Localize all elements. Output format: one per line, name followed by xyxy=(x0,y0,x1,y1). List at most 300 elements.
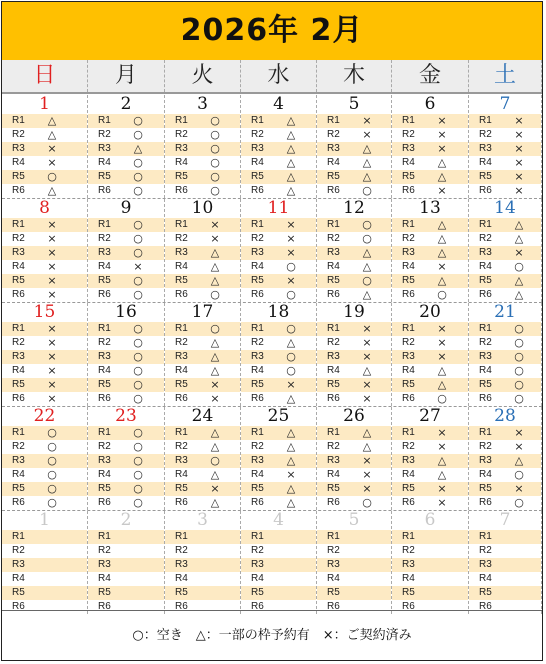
day-cell[interactable] xyxy=(88,511,165,614)
slot-status: △ xyxy=(437,218,447,231)
slot-row[interactable] xyxy=(392,128,468,142)
slot-row[interactable] xyxy=(317,288,391,302)
day-cell[interactable] xyxy=(241,95,317,198)
day-cell[interactable] xyxy=(241,407,317,510)
slot-status: ○ xyxy=(47,496,57,509)
slot-row[interactable] xyxy=(317,246,391,260)
slot-row[interactable] xyxy=(88,274,164,288)
slot-row[interactable] xyxy=(469,322,541,336)
slot-row[interactable] xyxy=(165,454,240,468)
slot-row[interactable] xyxy=(392,232,468,246)
slot-label: R3 xyxy=(12,351,25,362)
slot-row[interactable] xyxy=(2,288,87,302)
slot-row[interactable] xyxy=(165,246,240,260)
slot-row[interactable] xyxy=(241,232,316,246)
slot-row[interactable] xyxy=(2,170,87,184)
slot-row[interactable] xyxy=(88,142,164,156)
day-cell[interactable] xyxy=(2,511,88,614)
day-cell[interactable] xyxy=(2,303,88,406)
slot-label: R4 xyxy=(175,365,188,376)
slot-row[interactable] xyxy=(317,572,391,586)
calendar-title-bar xyxy=(2,2,542,61)
slot-row[interactable] xyxy=(392,482,468,496)
slot-row[interactable] xyxy=(241,572,316,586)
slot-label: R4 xyxy=(327,469,340,480)
slot-row[interactable] xyxy=(469,184,541,198)
slot-row[interactable] xyxy=(88,468,164,482)
slot-label: R3 xyxy=(98,559,111,570)
slot-row[interactable] xyxy=(392,246,468,260)
slot-status: × xyxy=(362,128,372,141)
slot-row[interactable] xyxy=(88,336,164,350)
slot-row[interactable] xyxy=(241,392,316,406)
slot-row[interactable] xyxy=(317,440,391,454)
slot-row[interactable] xyxy=(88,246,164,260)
slot-row[interactable] xyxy=(165,232,240,246)
slot-row[interactable] xyxy=(88,260,164,274)
slot-row[interactable] xyxy=(165,558,240,572)
slot-row[interactable] xyxy=(317,170,391,184)
slot-row[interactable] xyxy=(88,184,164,198)
slot-row[interactable] xyxy=(469,246,541,260)
slot-row[interactable] xyxy=(392,184,468,198)
slot-row[interactable] xyxy=(165,350,240,364)
slot-row[interactable] xyxy=(317,482,391,496)
slot-label: R4 xyxy=(12,365,25,376)
weekday-header-4: 木 xyxy=(317,60,392,92)
slot-row[interactable] xyxy=(241,350,316,364)
slot-label: R2 xyxy=(175,337,188,348)
slot-row[interactable] xyxy=(392,322,468,336)
slot-row[interactable] xyxy=(88,364,164,378)
slot-status: △ xyxy=(286,170,296,183)
slot-row[interactable] xyxy=(469,274,541,288)
slot-row[interactable] xyxy=(165,440,240,454)
day-cell[interactable] xyxy=(317,199,392,302)
slot-row[interactable] xyxy=(392,426,468,440)
day-cell[interactable] xyxy=(317,303,392,406)
slot-status: ○ xyxy=(286,350,296,363)
slot-label: R6 xyxy=(479,601,492,612)
slot-row[interactable] xyxy=(469,530,541,544)
slot-row[interactable] xyxy=(469,156,541,170)
day-cell[interactable] xyxy=(469,511,542,614)
slot-row[interactable] xyxy=(88,128,164,142)
slot-row[interactable] xyxy=(88,572,164,586)
slot-row[interactable] xyxy=(88,156,164,170)
slot-row[interactable] xyxy=(469,496,541,510)
day-cell[interactable] xyxy=(317,511,392,614)
slot-row[interactable] xyxy=(88,218,164,232)
slot-status: × xyxy=(286,232,296,245)
day-cell[interactable] xyxy=(165,199,241,302)
slot-row[interactable] xyxy=(469,114,541,128)
slot-label: R2 xyxy=(402,233,415,244)
slot-row[interactable] xyxy=(317,544,391,558)
slot-row[interactable] xyxy=(241,156,316,170)
slot-label: R2 xyxy=(251,129,264,140)
slot-row[interactable] xyxy=(469,544,541,558)
slot-row[interactable] xyxy=(88,350,164,364)
day-cell[interactable] xyxy=(241,303,317,406)
slot-row[interactable] xyxy=(88,322,164,336)
slot-row[interactable] xyxy=(2,350,87,364)
slot-row[interactable] xyxy=(165,184,240,198)
slot-row[interactable] xyxy=(469,218,541,232)
slot-row[interactable] xyxy=(165,530,240,544)
slot-status: △ xyxy=(437,454,447,467)
day-cell[interactable] xyxy=(2,407,88,510)
slot-status: × xyxy=(210,218,220,231)
day-cell[interactable] xyxy=(165,511,241,614)
day-cell[interactable] xyxy=(469,303,542,406)
slot-row[interactable] xyxy=(165,142,240,156)
slot-row[interactable] xyxy=(241,558,316,572)
slot-row[interactable] xyxy=(165,114,240,128)
slot-row[interactable] xyxy=(2,184,87,198)
slot-row[interactable] xyxy=(88,454,164,468)
slot-row[interactable] xyxy=(469,586,541,600)
slot-row[interactable] xyxy=(165,468,240,482)
slot-row[interactable] xyxy=(392,170,468,184)
slot-row[interactable] xyxy=(2,378,87,392)
slot-row[interactable] xyxy=(88,482,164,496)
slot-row[interactable] xyxy=(469,468,541,482)
slot-row[interactable] xyxy=(392,142,468,156)
slot-row[interactable] xyxy=(165,544,240,558)
slot-row[interactable] xyxy=(469,142,541,156)
slot-row[interactable] xyxy=(241,454,316,468)
slot-row[interactable] xyxy=(392,530,468,544)
slot-row[interactable] xyxy=(165,392,240,406)
slot-row[interactable] xyxy=(469,482,541,496)
slot-label: R5 xyxy=(479,587,492,598)
slot-row[interactable] xyxy=(317,114,391,128)
slot-row[interactable] xyxy=(241,440,316,454)
slot-status: ○ xyxy=(133,426,143,439)
slot-status: △ xyxy=(362,426,372,439)
slot-label: R1 xyxy=(402,219,415,230)
slot-row[interactable] xyxy=(2,336,87,350)
slot-row[interactable] xyxy=(241,246,316,260)
slot-row[interactable] xyxy=(2,558,87,572)
slot-row[interactable] xyxy=(241,260,316,274)
slot-row[interactable] xyxy=(88,288,164,302)
day-cell[interactable] xyxy=(392,511,469,614)
slot-row[interactable] xyxy=(2,586,87,600)
slot-row[interactable] xyxy=(469,572,541,586)
slot-row[interactable] xyxy=(392,288,468,302)
slot-row[interactable] xyxy=(2,232,87,246)
slot-row[interactable] xyxy=(165,572,240,586)
slot-row[interactable] xyxy=(392,558,468,572)
slot-row[interactable] xyxy=(317,454,391,468)
slot-row[interactable] xyxy=(392,572,468,586)
slot-status: △ xyxy=(437,274,447,287)
day-cell[interactable] xyxy=(392,199,469,302)
slot-row[interactable] xyxy=(241,184,316,198)
slot-row[interactable] xyxy=(317,426,391,440)
slot-row[interactable] xyxy=(317,468,391,482)
slot-row[interactable] xyxy=(469,378,541,392)
slot-label: R1 xyxy=(479,531,492,542)
slot-row[interactable] xyxy=(88,496,164,510)
slot-label: R3 xyxy=(479,247,492,258)
slot-row[interactable] xyxy=(241,142,316,156)
slot-row[interactable] xyxy=(2,530,87,544)
slot-row[interactable] xyxy=(165,364,240,378)
slot-row[interactable] xyxy=(392,378,468,392)
slot-row[interactable] xyxy=(2,440,87,454)
slot-row[interactable] xyxy=(2,482,87,496)
slot-row[interactable] xyxy=(2,322,87,336)
slot-row[interactable] xyxy=(469,558,541,572)
day-cell[interactable] xyxy=(165,407,241,510)
day-cell[interactable] xyxy=(88,95,165,198)
slot-row[interactable] xyxy=(317,336,391,350)
day-cell[interactable] xyxy=(469,95,542,198)
slot-row[interactable] xyxy=(2,142,87,156)
slot-status: × xyxy=(47,364,57,377)
slot-row[interactable] xyxy=(392,364,468,378)
slot-row[interactable] xyxy=(469,454,541,468)
slot-row[interactable] xyxy=(165,156,240,170)
slot-row[interactable] xyxy=(165,378,240,392)
slot-row[interactable] xyxy=(392,440,468,454)
slot-row[interactable] xyxy=(317,156,391,170)
slot-row[interactable] xyxy=(317,350,391,364)
slot-row[interactable] xyxy=(392,260,468,274)
slot-status: ○ xyxy=(133,350,143,363)
slot-status: × xyxy=(437,482,447,495)
slot-label: R1 xyxy=(251,427,264,438)
slot-label: R3 xyxy=(175,455,188,466)
slot-label: R5 xyxy=(327,587,340,598)
day-number: 27 xyxy=(419,406,441,426)
day-number: 28 xyxy=(494,406,516,426)
slot-row[interactable] xyxy=(165,322,240,336)
slot-row[interactable] xyxy=(2,496,87,510)
slot-row[interactable] xyxy=(392,544,468,558)
weekday-header-0: 日 xyxy=(2,60,88,92)
slot-row[interactable] xyxy=(317,274,391,288)
slot-label: R6 xyxy=(327,289,340,300)
slot-row[interactable] xyxy=(88,232,164,246)
day-cell[interactable] xyxy=(241,511,317,614)
slot-row[interactable] xyxy=(317,364,391,378)
slot-row[interactable] xyxy=(392,336,468,350)
slot-label: R3 xyxy=(98,455,111,466)
slot-row[interactable] xyxy=(317,392,391,406)
slot-row[interactable] xyxy=(241,170,316,184)
day-cell[interactable] xyxy=(165,95,241,198)
slot-row[interactable] xyxy=(469,426,541,440)
slot-row[interactable] xyxy=(317,378,391,392)
slot-row[interactable] xyxy=(469,336,541,350)
slot-row[interactable] xyxy=(469,232,541,246)
slot-row[interactable] xyxy=(165,336,240,350)
slot-row[interactable] xyxy=(317,184,391,198)
slot-row[interactable] xyxy=(2,468,87,482)
day-cell[interactable] xyxy=(392,95,469,198)
slot-row[interactable] xyxy=(165,482,240,496)
slot-row[interactable] xyxy=(392,274,468,288)
day-cell[interactable] xyxy=(469,199,542,302)
day-cell[interactable] xyxy=(392,407,469,510)
slot-row[interactable] xyxy=(392,454,468,468)
slot-row[interactable] xyxy=(392,218,468,232)
slot-row[interactable] xyxy=(165,170,240,184)
slot-row[interactable] xyxy=(88,544,164,558)
slot-status: × xyxy=(362,378,372,391)
slot-row[interactable] xyxy=(165,426,240,440)
slot-status: ○ xyxy=(210,184,220,197)
slot-row[interactable] xyxy=(241,482,316,496)
slot-row[interactable] xyxy=(88,426,164,440)
slot-row[interactable] xyxy=(88,170,164,184)
slot-row[interactable] xyxy=(241,586,316,600)
slot-status: × xyxy=(514,114,524,127)
day-cell[interactable] xyxy=(165,303,241,406)
slot-row[interactable] xyxy=(2,544,87,558)
slot-row[interactable] xyxy=(241,322,316,336)
slot-row[interactable] xyxy=(241,364,316,378)
slot-row[interactable] xyxy=(2,218,87,232)
slot-status: △ xyxy=(210,468,220,481)
day-cell[interactable] xyxy=(317,95,392,198)
slot-row[interactable] xyxy=(2,260,87,274)
slot-row[interactable] xyxy=(241,426,316,440)
slot-row[interactable] xyxy=(2,364,87,378)
slot-row[interactable] xyxy=(317,530,391,544)
slot-row[interactable] xyxy=(469,288,541,302)
slot-row[interactable] xyxy=(165,260,240,274)
slot-row[interactable] xyxy=(392,114,468,128)
slot-row[interactable] xyxy=(2,128,87,142)
slot-row[interactable] xyxy=(241,274,316,288)
slot-row[interactable] xyxy=(317,260,391,274)
slot-row[interactable] xyxy=(317,218,391,232)
slot-row[interactable] xyxy=(241,114,316,128)
slot-row[interactable] xyxy=(2,156,87,170)
slot-row[interactable] xyxy=(241,128,316,142)
slot-row[interactable] xyxy=(165,274,240,288)
day-cell[interactable] xyxy=(392,303,469,406)
slot-row[interactable] xyxy=(88,530,164,544)
slot-row[interactable] xyxy=(2,426,87,440)
weekday-header-5: 金 xyxy=(392,60,469,92)
slot-row[interactable] xyxy=(317,322,391,336)
slot-row[interactable] xyxy=(88,558,164,572)
day-cell[interactable] xyxy=(241,199,317,302)
slot-row[interactable] xyxy=(317,128,391,142)
slot-row[interactable] xyxy=(88,114,164,128)
slot-row[interactable] xyxy=(392,156,468,170)
day-cell[interactable] xyxy=(317,407,392,510)
slot-row[interactable] xyxy=(392,350,468,364)
day-cell[interactable] xyxy=(88,199,165,302)
slot-row[interactable] xyxy=(2,454,87,468)
day-cell[interactable] xyxy=(88,407,165,510)
slot-row[interactable] xyxy=(317,232,391,246)
slot-label: R5 xyxy=(327,171,340,182)
slot-row[interactable] xyxy=(469,128,541,142)
slot-status: ○ xyxy=(210,114,220,127)
slot-status: × xyxy=(437,114,447,127)
slot-row[interactable] xyxy=(2,392,87,406)
slot-row[interactable] xyxy=(469,260,541,274)
slot-label: R5 xyxy=(251,275,264,286)
slot-row[interactable] xyxy=(469,392,541,406)
slot-row[interactable] xyxy=(165,496,240,510)
slot-row[interactable] xyxy=(317,142,391,156)
slot-status: ○ xyxy=(362,274,372,287)
slot-label: R2 xyxy=(479,129,492,140)
slot-row[interactable] xyxy=(317,496,391,510)
slot-row[interactable] xyxy=(317,558,391,572)
slot-row[interactable] xyxy=(88,378,164,392)
weekday-header-row xyxy=(2,60,542,94)
slot-row[interactable] xyxy=(2,114,87,128)
slot-label: R4 xyxy=(251,469,264,480)
slot-row[interactable] xyxy=(469,364,541,378)
slot-row[interactable] xyxy=(88,392,164,406)
slot-label: R1 xyxy=(479,219,492,230)
slot-status: × xyxy=(437,440,447,453)
slot-row[interactable] xyxy=(392,392,468,406)
slot-row[interactable] xyxy=(88,586,164,600)
slot-status: △ xyxy=(514,274,524,287)
slot-row[interactable] xyxy=(165,218,240,232)
day-cell[interactable] xyxy=(88,303,165,406)
slot-status: × xyxy=(362,468,372,481)
slot-row[interactable] xyxy=(469,440,541,454)
slot-row[interactable] xyxy=(165,128,240,142)
slot-row[interactable] xyxy=(241,288,316,302)
day-cell[interactable] xyxy=(2,199,88,302)
slot-row[interactable] xyxy=(241,336,316,350)
slot-row[interactable] xyxy=(392,468,468,482)
slot-row[interactable] xyxy=(469,350,541,364)
calendar-frame xyxy=(1,1,543,661)
slot-row[interactable] xyxy=(241,218,316,232)
slot-row[interactable] xyxy=(317,586,391,600)
slot-row[interactable] xyxy=(241,496,316,510)
slot-label: R1 xyxy=(327,115,340,126)
slot-row[interactable] xyxy=(165,288,240,302)
slot-row[interactable] xyxy=(241,544,316,558)
slot-row[interactable] xyxy=(2,572,87,586)
slot-label: R1 xyxy=(98,427,111,438)
slot-row[interactable] xyxy=(392,586,468,600)
slot-row[interactable] xyxy=(392,496,468,510)
slot-row[interactable] xyxy=(241,378,316,392)
slot-row[interactable] xyxy=(88,440,164,454)
slot-status: △ xyxy=(362,156,372,169)
slot-status: △ xyxy=(286,114,296,127)
day-cell[interactable] xyxy=(2,95,88,198)
slot-row[interactable] xyxy=(469,170,541,184)
slot-status: × xyxy=(286,274,296,287)
slot-row[interactable] xyxy=(241,530,316,544)
slot-row[interactable] xyxy=(2,246,87,260)
slot-row[interactable] xyxy=(165,586,240,600)
slot-label: R4 xyxy=(175,261,188,272)
slot-row[interactable] xyxy=(2,274,87,288)
slot-row[interactable] xyxy=(241,468,316,482)
day-cell[interactable] xyxy=(469,407,542,510)
slot-status: × xyxy=(514,128,524,141)
